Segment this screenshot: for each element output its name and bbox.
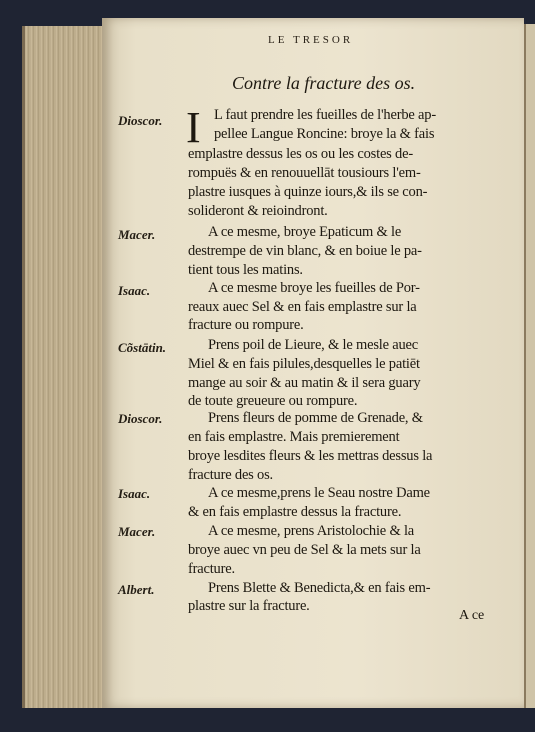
margin-note: Macer.: [118, 524, 156, 539]
text-line: rompuës & en renouuellāt tousiours l'em-: [188, 165, 421, 181]
margin-note: Albert.: [118, 582, 155, 597]
text-line: Prens fleurs de pomme de Grenade, &: [208, 410, 423, 426]
text-line: L faut prendre les fueilles de l'herbe ap-: [214, 107, 436, 123]
margin-note: Dioscor.: [118, 113, 163, 128]
margin-note: Dioscor.: [118, 411, 163, 426]
text-line: mange au soir & au matin & il sera guary: [188, 375, 421, 391]
text-line: & en fais emplastre dessus la fracture.: [188, 504, 402, 520]
text-line: broye lesdites fleurs & les mettras dessus la: [188, 448, 433, 464]
text-line: tient tous les matins.: [188, 262, 303, 278]
text-line: A ce mesme,prens le Seau nostre Dame: [208, 485, 430, 501]
page-title: Contre la fracture des os.: [232, 73, 416, 93]
margin-note: Isaac.: [118, 283, 151, 298]
text-line: broye auec vn peu de Sel & la mets sur la: [188, 542, 421, 558]
text-line: A ce mesme, prens Aristolochie & la: [208, 523, 415, 539]
text-line: fracture ou rompure.: [188, 317, 304, 333]
margin-note: Cõstātin.: [118, 340, 167, 355]
text-line: reaux auec Sel & en fais emplastre sur la: [188, 299, 417, 315]
text-line: Prens poil de Lieure, & le mesle auec: [208, 337, 419, 353]
text-line: plastre sur la fracture.: [188, 598, 310, 614]
margin-note: Macer.: [118, 227, 156, 242]
text-line: destrempe de vin blanc, & en boiue le pa-: [188, 243, 422, 259]
next-page-edge: [524, 24, 535, 708]
margin-note: Isaac.: [118, 486, 151, 501]
text-line: Prens Blette & Benedicta,& en fais em-: [208, 580, 431, 596]
text-line: fracture.: [188, 561, 235, 577]
text-line: solideront & reioindront.: [188, 203, 328, 219]
drop-cap: I: [186, 103, 201, 152]
text-line: en fais emplastre. Mais premierement: [188, 429, 400, 445]
text-line: pellee Langue Roncine: broye la & fais: [214, 126, 435, 142]
text-line: plastre iusques à quinze iours,& ils se con-: [188, 184, 428, 200]
text-line: fracture des os.: [188, 467, 273, 483]
running-head: LE TRESOR: [268, 34, 354, 46]
text-line: Miel & en fais pilules,desquelles le patiēt: [188, 356, 420, 372]
text-line: A ce mesme broye les fueilles de Por-: [208, 280, 420, 296]
catchword: A ce: [459, 608, 485, 623]
text-line: A ce mesme, broye Epaticum & le: [208, 224, 402, 240]
text-line: emplastre dessus les os ou les costes de-: [188, 146, 413, 162]
text-line: de toute greueure ou rompure.: [188, 393, 358, 409]
